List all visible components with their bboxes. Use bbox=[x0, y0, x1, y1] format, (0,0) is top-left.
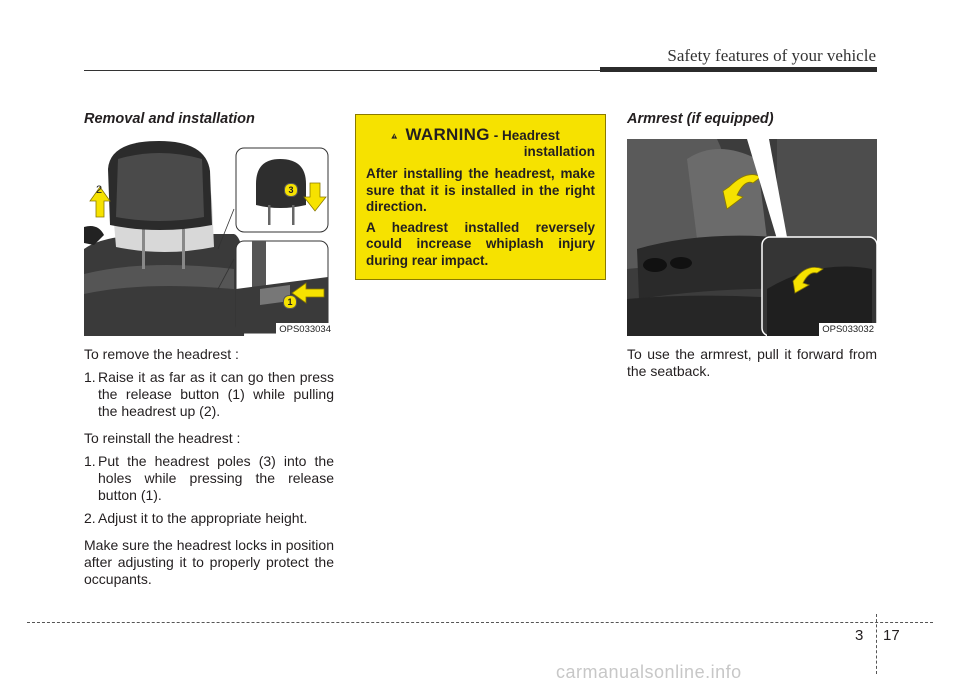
warning-para-1: After installing the headrest, make sure that it is installed in the right direction. bbox=[366, 166, 595, 214]
step-number: 1. bbox=[84, 369, 96, 385]
warning-subtitle-line2: installation bbox=[523, 144, 595, 159]
warning-subtitle-line1: - Headrest bbox=[493, 128, 560, 143]
warning-subtitle bbox=[494, 128, 595, 160]
figure-code: OPS033032 bbox=[819, 323, 877, 336]
reinstall-intro: To reinstall the headrest : bbox=[84, 430, 241, 446]
callout-2: 2 bbox=[96, 184, 103, 196]
reinstall-step bbox=[84, 453, 334, 504]
warning-para-2: A headrest installed reversely could increase whiplash injury during rear impact. bbox=[366, 219, 595, 268]
callout-1: 1 bbox=[283, 295, 297, 309]
warning-word: WARNING bbox=[405, 125, 490, 144]
warning-header bbox=[391, 125, 595, 160]
step-text: Raise it as far as it can go then press the release button (1) while pulling the headrest up (2). bbox=[98, 369, 334, 419]
chapter-number: 3 bbox=[855, 627, 864, 644]
headrest-illustration bbox=[84, 139, 334, 336]
armrest-instructions: To use the armrest, pull it forward from the seatback. bbox=[627, 346, 877, 379]
step-text: Put the headrest poles (3) into the holes while pressing the release button (1). bbox=[98, 453, 334, 503]
remove-intro: To remove the headrest : bbox=[84, 346, 239, 362]
reinstall-step bbox=[84, 510, 334, 527]
warning-triangle-icon bbox=[391, 127, 397, 145]
removal-instructions bbox=[84, 346, 334, 588]
figure-code: OPS033034 bbox=[276, 323, 334, 336]
removal-heading: Removal and installation bbox=[84, 111, 255, 127]
remove-step bbox=[84, 369, 334, 420]
closing-text: Make sure the headrest locks in position after adjusting it to properly protect the occupants. bbox=[84, 537, 334, 587]
headrest-figure bbox=[84, 139, 334, 336]
step-number: 2. bbox=[84, 510, 96, 526]
header-rule-accent bbox=[600, 67, 877, 72]
callout-3: 3 bbox=[284, 183, 298, 197]
step-text: Adjust it to the appropriate height. bbox=[98, 510, 308, 526]
watermark: carmanualsonline.info bbox=[556, 662, 742, 682]
armrest-heading: Armrest (if equipped) bbox=[627, 111, 774, 127]
footer-rule bbox=[27, 622, 933, 623]
armrest-illustration bbox=[627, 139, 877, 336]
page-number: 17 bbox=[883, 627, 900, 644]
section-title: Safety features of your vehicle bbox=[667, 46, 876, 65]
footer-divider bbox=[876, 614, 877, 674]
warning-box bbox=[355, 114, 606, 280]
step-number: 1. bbox=[84, 453, 96, 469]
armrest-figure bbox=[627, 139, 877, 336]
